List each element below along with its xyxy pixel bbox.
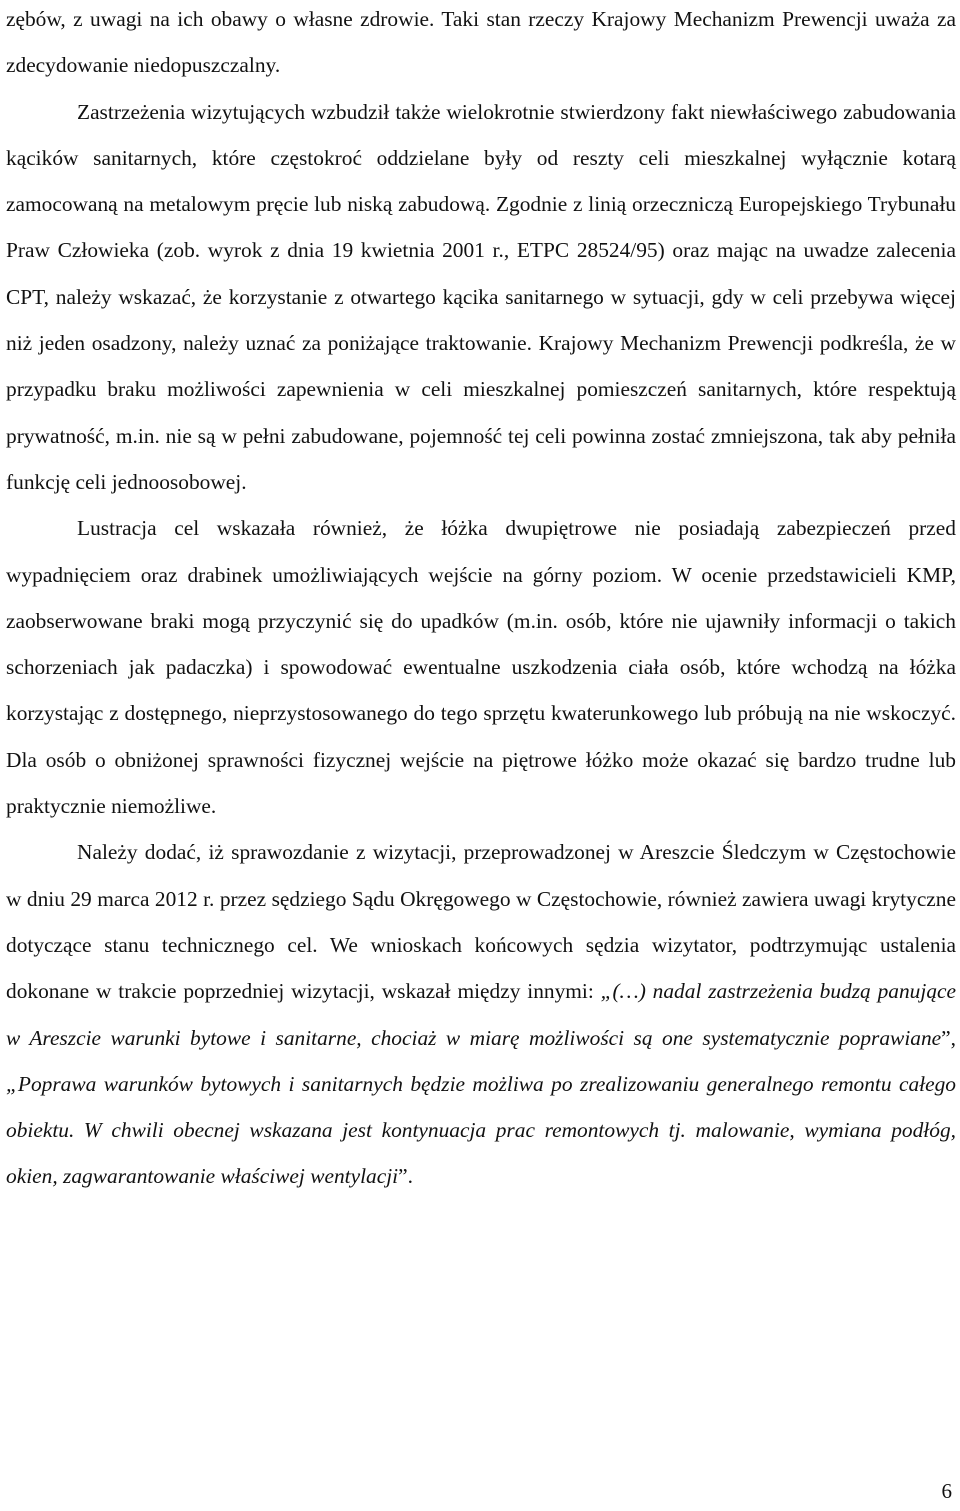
quote-separator: ”, — [941, 1025, 956, 1050]
paragraph-1-text: zębów, z uwagi na ich obawy o własne zdrowie. Taki stan rzeczy Krajowy Mechanizm Prewencji uważa za zdecydowanie niedopuszczalny. — [6, 7, 956, 78]
page-number: 6 — [941, 1479, 952, 1503]
paragraph-3-text: Lustracja cel wskazała również, że łóżka dwupiętrowe nie posiadają zabezpieczeń przed wypadnięciem oraz drabinek umożliwiających wejście na górny poziom. W ocenie przedstawicieli KMP, zaobserwowane braki mogą przyczynić się do upadków (m.in. osób, które nie ujawniły informacji o takich schorzeniach jak padaczka) i spowodować ewentualne uszkodzenia ciała osób, które wchodzą na łóżka korzystając z dostępnego, nieprzystosowanego do tego sprzętu kwaterunkowego lub próbują na nie wskoczyć. Dla osób o obniżonej sprawności fizycznej wejście na piętrowe łóżko może okazać się bardzo trudne lub praktycznie niemożliwe. — [6, 516, 956, 819]
quote-1: „(…) nadal zastrzeżenia budzą panujące w Areszcie warunki bytowe i sanitarne, chociaż w miarę możliwości są one systematycznie poprawiane — [6, 979, 957, 1050]
paragraph-2 — [6, 89, 956, 506]
quote-2: „Poprawa warunków bytowych i sanitarnych będzie możliwa po zrealizowaniu generalnego remontu całego obiektu. W chwili obecnej wskazana jest kontynuacja prac remontowych tj. malowanie, wymiana podłóg, okien, zagwarantowanie właściwej wentylacji — [6, 1071, 956, 1189]
document-page — [6, 0, 956, 1200]
paragraph-2-text: Zastrzeżenia wizytujących wzbudził także wielokrotnie stwierdzony fakt niewłaściwego zabudowania kącików sanitarnych, które częstokroć oddzielane były od reszty celi mieszkalnej wyłącznie kotarą zamocowaną na metalowym pręcie lub niską zabudową. Zgodnie z linią orzeczniczą Europejskiego Trybunału Praw Człowieka (zob. wyrok z dnia 19 kwietnia 2001 r., ETPC 28524/95) oraz mając na uwadze zalecenia CPT, należy wskazać, że korzystanie z otwartego kącika sanitarnego w sytuacji, gdy w celi przebywa więcej niż jeden osadzony, należy uznać za poniżające traktowanie. Krajowy Mechanizm Prewencji podkreśla, że w przypadku braku możliwości zapewnienia w celi mieszkalnej pomieszczeń sanitarnych, które respektują prywatność, m.in. nie są w pełni zabudowane, pojemność tej celi powinna zostać zmniejszona, tak aby pełniła funkcję celi jednoosobowej. — [6, 99, 956, 494]
paragraph-4-text: Należy dodać, iż sprawozdanie z wizytacji, przeprowadzonej w Areszcie Śledczym w Częstochowie w dniu 29 marca 2012 r. przez sędziego Sądu Okręgowego w Częstochowie, również zawiera uwagi krytyczne dotyczące stanu technicznego cel. We wnioskach końcowych sędzia wizytator, podtrzymując ustalenia dokonane w trakcie poprzedniej wizytacji, wskazał między innymi: — [6, 840, 956, 1004]
paragraph-1 — [6, 0, 956, 89]
paragraph-3 — [6, 505, 956, 829]
paragraph-4 — [6, 829, 956, 1199]
quote-closing: ”. — [398, 1164, 413, 1189]
